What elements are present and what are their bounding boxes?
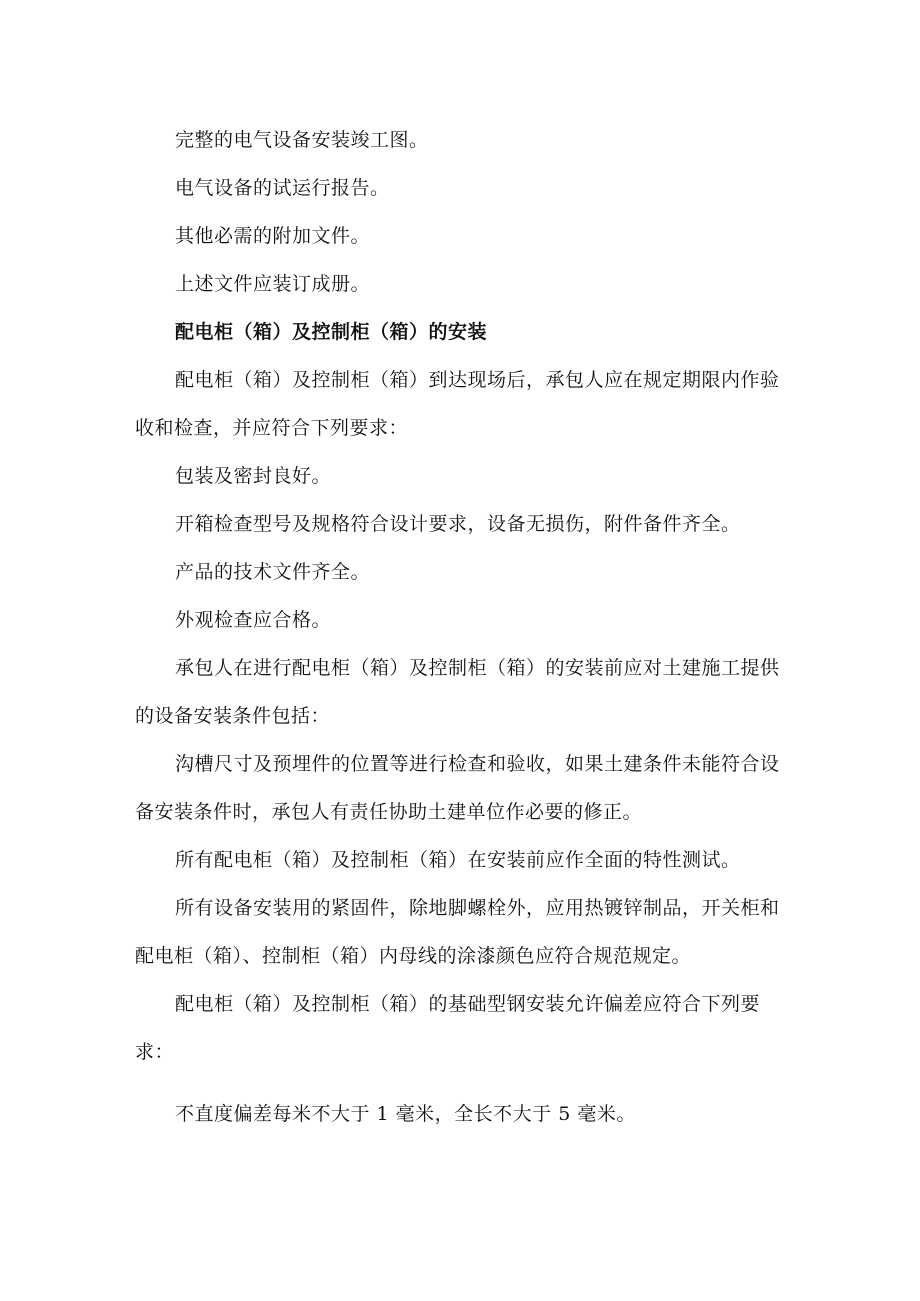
paragraph-packaging: 包装及密封良好。 [175, 465, 332, 487]
paragraph-bound-volume: 上述文件应装订成册。 [175, 273, 371, 295]
paragraph-unboxing: 开箱检查型号及规格符合设计要求，设备无损伤，附件备件齐全。 [175, 513, 741, 535]
document-body [135, 116, 795, 1138]
paragraph-trial-report: 电气设备的试运行报告。 [175, 177, 390, 199]
paragraph-arrival-inspection: 配电柜（箱）及控制柜（箱）到达现场后，承包人应在规定期限内作验收和检查，并应符合下列要求： [135, 369, 780, 439]
paragraph-trench-check: 沟槽尺寸及预埋件的位置等进行检查和验收，如果土建条件未能符合设备安装条件时，承包人有责任协助土建单位作必要的修正。 [135, 753, 780, 823]
paragraph-straightness: 不直度偏差每米不大于 1 毫米，全长不大于 5 毫米。 [175, 1103, 636, 1125]
paragraph-characteristic-test: 所有配电柜（箱）及控制柜（箱）在安装前应作全面的特性测试。 [175, 849, 741, 871]
paragraph-pre-install-check: 承包人在进行配电柜（箱）及控制柜（箱）的安装前应对土建施工提供的设备安装条件包括： [135, 657, 780, 727]
paragraph-appearance: 外观检查应合格。 [175, 609, 332, 631]
paragraph-drawings: 完整的电气设备安装竣工图。 [175, 129, 429, 151]
paragraph-other-files: 其他必需的附加文件。 [175, 225, 371, 247]
section-heading: 配电柜（箱）及控制柜（箱）的安装 [175, 321, 488, 343]
paragraph-base-steel: 配电柜（箱）及控制柜（箱）的基础型钢安装允许偏差应符合下列要求： [135, 993, 761, 1063]
paragraph-fasteners: 所有设备安装用的紧固件，除地脚螺栓外，应用热镀锌制品，开关柜和配电柜（箱）、控制柜（箱）内母线的涂漆颜色应符合规范规定。 [135, 897, 780, 967]
paragraph-tech-docs: 产品的技术文件齐全。 [175, 561, 371, 583]
